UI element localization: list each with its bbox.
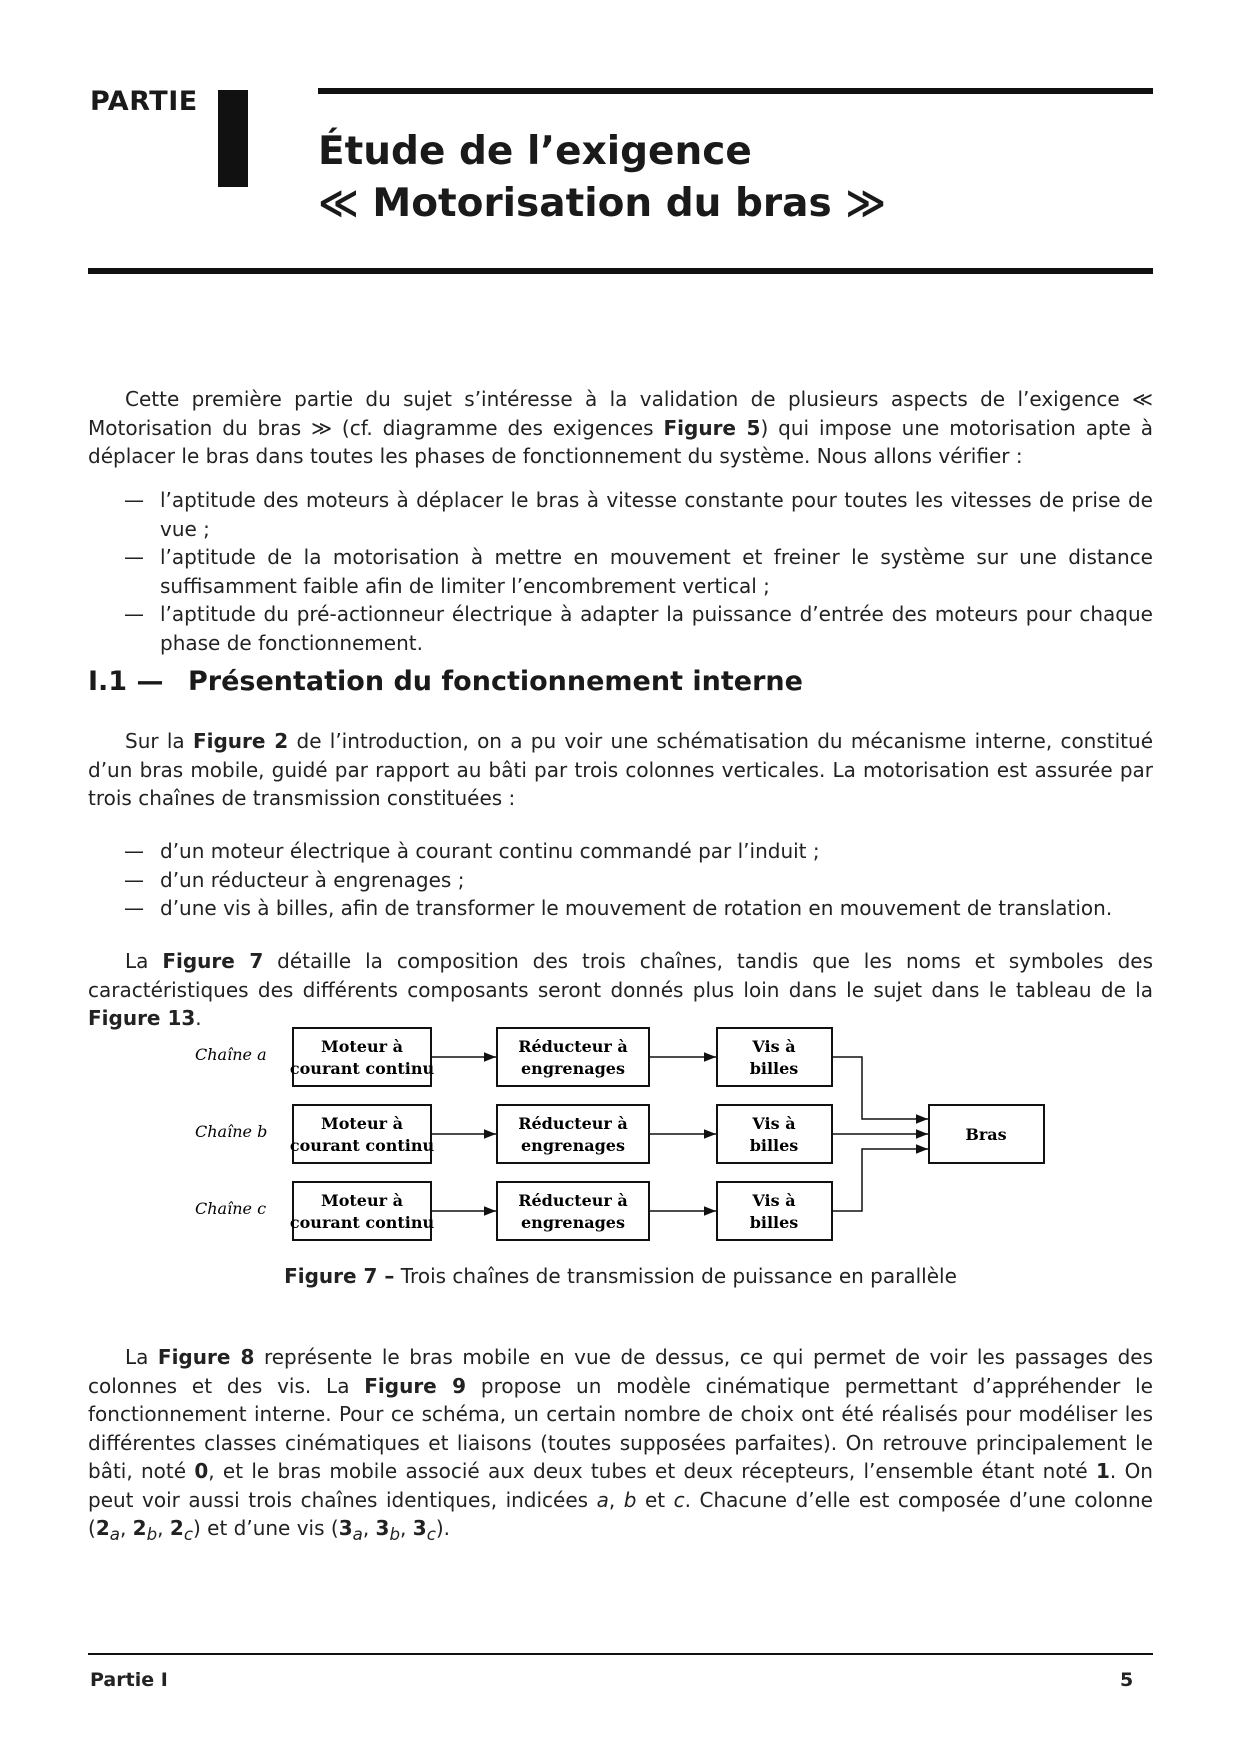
text-run: ). [435, 1516, 451, 1540]
text-run: , [119, 1516, 133, 1540]
list-item: — d’un réducteur à engrenages ; [124, 867, 465, 892]
screw-c-line1: Vis à [752, 1191, 796, 1210]
header-bottom-rule [88, 268, 1153, 274]
reducer-b-line2: engrenages [521, 1136, 625, 1155]
motor-b-line2: courant continu [289, 1136, 435, 1155]
screw-b-line2: billes [749, 1136, 799, 1155]
body-paragraph-4 [88, 1343, 1153, 1550]
index-var: a [596, 1487, 609, 1512]
motor-a-line1: Moteur à [321, 1037, 403, 1056]
text-run: . Chacune d’elle est composée d’une colonne ( [88, 1487, 1153, 1540]
list-item: — d’un moteur électrique à courant continu commandé par l’induit ; [124, 839, 820, 863]
figure-caption [88, 1262, 1153, 1291]
text-run: , [157, 1516, 170, 1540]
footer-part-label: Partie I [90, 1669, 168, 1691]
figure-caption-label: Figure 7 – [284, 1264, 395, 1288]
index-sub: b [146, 1525, 158, 1544]
list-item-text: d’un moteur électrique à courant continu commandé par l’induit ; [160, 839, 820, 863]
index-sub: b [389, 1525, 401, 1544]
index-sub: c [426, 1525, 436, 1544]
list-item: — l’aptitude du pré-actionneur électrique à adapter la puissance d’entrée des moteurs pour chaque phase de fonctionnement. [124, 602, 1153, 655]
text-run: , [608, 1487, 624, 1512]
reducer-c-line1: Réducteur à [518, 1191, 628, 1210]
title-line-1: Étude de l’exigence [318, 129, 752, 174]
list-item: — l’aptitude de la motorisation à mettre en mouvement et freiner le système sur une distance suffisamment faible afin de limiter l’encombrement vertical ; [124, 545, 1153, 598]
list-item-text: d’un réducteur à engrenages ; [160, 867, 465, 892]
text-run: représente le bras mobile en vue de dessus, ce qui permet de voir les passages des colonnes et des vis. La [88, 1345, 1153, 1398]
header-top-rule [318, 88, 1153, 94]
figure-ref: Figure 2 [192, 729, 289, 753]
text-run: . [195, 1006, 202, 1030]
arrow-c3 [832, 1149, 928, 1211]
figure-ref: Figure 7 [162, 949, 264, 973]
arrow-a3 [832, 1057, 928, 1119]
reducer-b-line1: Réducteur à [518, 1114, 628, 1133]
figure-caption-text: Trois chaînes de transmission de puissance en parallèle [394, 1264, 957, 1288]
transmission-chains-diagram [0, 1010, 1240, 1260]
body-paragraph-2 [88, 727, 1153, 813]
chain-c-label: Chaîne c [195, 1199, 267, 1218]
chain-a-label: Chaîne a [195, 1045, 267, 1064]
page-title [318, 126, 886, 230]
section-heading [88, 666, 803, 697]
screw-b-line1: Vis à [752, 1114, 796, 1133]
section-number: I.1 — [88, 666, 164, 697]
part-ref: 0 [194, 1459, 209, 1483]
part-ref: 3 [375, 1516, 390, 1540]
reducer-a-line1: Réducteur à [518, 1037, 628, 1056]
intro-paragraph [88, 385, 1153, 471]
list-item-text: l’aptitude de la motorisation à mettre en mouvement et freiner le système sur une distance suffisamment faible afin de limiter l’encombrement vertical ; [160, 545, 1153, 598]
text-run: ) et d’une vis ( [192, 1516, 339, 1540]
part-label: PARTIE [90, 86, 198, 117]
arm-label: Bras [965, 1125, 1007, 1144]
text-run: Sur la [125, 729, 193, 753]
chain-b-label: Chaîne b [195, 1122, 268, 1141]
footer-rule [88, 1653, 1153, 1655]
text-run: , [362, 1516, 376, 1540]
screw-a-line2: billes [749, 1059, 799, 1078]
section-title: Présentation du fonctionnement interne [188, 666, 803, 697]
index-var: b [623, 1487, 637, 1512]
text-run: propose un modèle cinématique permettant d’appréhender le fonctionnement interne. Pour ce schéma, un certain nombre de choix ont été réalisés pour modéliser les différentes classes cinématiques et liaisons (toutes supposées parfaites). On retrouve principalement le bâti, noté [88, 1373, 1153, 1483]
motor-a-line2: courant continu [289, 1059, 435, 1078]
text-run: , et le bras mobile associé aux deux tubes et deux récepteurs, l’ensemble étant noté [208, 1459, 1096, 1483]
part-ref: 2 [132, 1516, 147, 1540]
text-run: de l’introduction, on a pu voir une schématisation du mécanisme interne, constitué d’un bras mobile, guidé par rapport au bâti par trois colonnes verticales. La motorisation est assurée par trois chaînes de transmission constituées : [88, 729, 1153, 810]
list-item: — d’une vis à billes, afin de transformer le mouvement de rotation en mouvement de translation. [124, 896, 1113, 920]
part-roman-numeral-bar [218, 90, 248, 187]
list-item: — l’aptitude des moteurs à déplacer le bras à vitesse constante pour toutes les vitesses de prise de vue ; [124, 488, 1153, 541]
index-sub: a [352, 1525, 363, 1544]
part-ref: 2 [169, 1516, 184, 1540]
text-run: et [636, 1487, 674, 1512]
page-number: 5 [1120, 1669, 1134, 1691]
index-sub: c [183, 1525, 193, 1544]
text-run: La [125, 1345, 158, 1369]
index-var: c [673, 1487, 685, 1512]
list-item-text: l’aptitude des moteurs à déplacer le bras à vitesse constante pour toutes les vitesses de prise de vue ; [160, 488, 1153, 541]
list-item-text: d’une vis à billes, afin de transformer le mouvement de rotation en mouvement de translation. [160, 896, 1113, 920]
figure-ref: Figure 13 [88, 1006, 196, 1030]
text-run: La [125, 949, 163, 973]
text-run: . On peut voir aussi trois chaînes identiques, indicées [88, 1459, 1153, 1512]
title-line-2: ≪ Motorisation du bras ≫ [318, 181, 887, 226]
text-run: , [400, 1516, 413, 1540]
text-run: Cette première partie du sujet s’intéresse à la validation de plusieurs aspects de l’exigence ≪ Motorisation du bras ≫ (cf. diagramme des exigences [88, 387, 1153, 440]
list-item-text: l’aptitude du pré-actionneur électrique à adapter la puissance d’entrée des moteurs pour chaque phase de fonctionnement. [160, 602, 1153, 655]
figure-ref: Figure 8 [157, 1345, 255, 1369]
chain-bullet-list [124, 837, 1153, 923]
screw-c-line2: billes [749, 1213, 799, 1232]
text-run: détaille la composition des trois chaînes, tandis que les noms et symboles des caractéristiques des différents composants seront donnés plus loin dans le sujet dans le tableau de la [88, 949, 1153, 1002]
figure-ref: Figure 5 [663, 415, 761, 440]
part-ref: 3 [338, 1516, 353, 1540]
part-ref: 1 [1096, 1459, 1110, 1483]
reducer-a-line2: engrenages [521, 1059, 625, 1078]
figure-ref: Figure 9 [364, 1373, 467, 1398]
part-ref: 2 [95, 1516, 110, 1540]
motor-c-line2: courant continu [289, 1213, 435, 1232]
motor-b-line1: Moteur à [321, 1114, 403, 1133]
intro-bullet-list [124, 486, 1153, 657]
part-ref: 3 [412, 1516, 427, 1540]
index-sub: a [109, 1525, 120, 1544]
motor-c-line1: Moteur à [321, 1191, 403, 1210]
screw-a-line1: Vis à [752, 1037, 796, 1056]
text-run: ) qui impose une motorisation apte à déplacer le bras dans toutes les phases de fonctionnement du système. Nous allons vérifier : [88, 415, 1153, 468]
reducer-c-line2: engrenages [521, 1213, 625, 1232]
